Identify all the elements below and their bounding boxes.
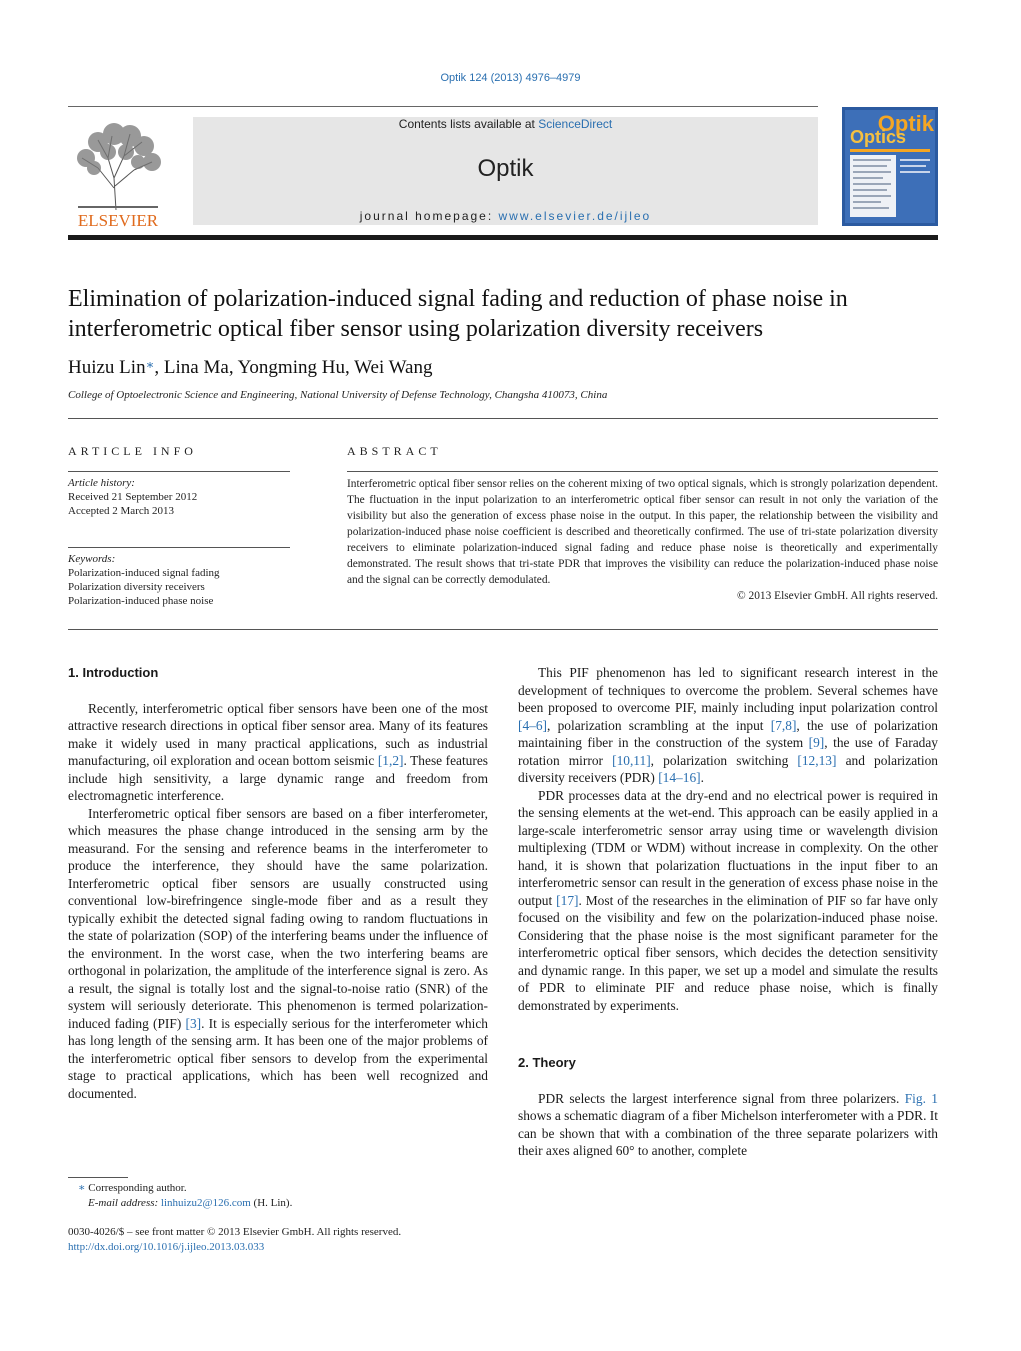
received-date: Received 21 September 2012 (68, 491, 198, 503)
abstract-text: Interferometric optical fiber sensor relies on the coherent mixing of two optical signals, which is strongly polarization dependent. The fluctuation in the input polarization to an interferometric optical fiber sensor can result in not only the variation of the visibility but also the generation of excess phase noise in the output. In this paper, the relationship between the visibility and polarization-induced phase noise coefficient is described and theoretically confirmed. The use of tri-state polarization diversity receivers to eliminate polarization-induced signal fading and reduce phase noise is theoretically and experimentally demonstrated. The result shows that tri-state PDR that improves the visibility can reduce the polarization-induced phase noise and the signal can be correctly demodulated. (347, 478, 938, 586)
citation-link[interactable]: [10,11] (612, 752, 651, 768)
keyword-item: Polarization-induced signal fading (68, 567, 220, 579)
accepted-date: Accepted 2 March 2013 (68, 505, 174, 517)
cover-image (842, 107, 938, 226)
theory-p1-text-b: shows a schematic diagram of a fiber Michelson interferometer with a PDR. It can be shown that with a combination of the three separate polarizers with their axes aligned 60° to another, complete (518, 1108, 938, 1158)
header-top-rule (68, 106, 818, 107)
keywords-label: Keywords: (68, 553, 116, 565)
theory-heading: 2. Theory (518, 1055, 576, 1070)
citation-link[interactable]: [14–16] (658, 770, 701, 785)
author-list (68, 357, 433, 379)
corresponding-text: Corresponding author. (85, 1182, 187, 1194)
intro-p2-text-b: . It is especially serious for the interferometer which has long length of the sensing arm. It has been one of the major problems of the interferometric optical fiber sensors to develop from the experimental stage to practical applications, which has been well recognized and documented. (68, 1015, 488, 1101)
figure-link[interactable]: Fig. 1 (904, 1090, 938, 1106)
email-line (68, 1196, 488, 1211)
citation-link[interactable]: [9] (808, 735, 825, 750)
citation-link[interactable]: [1,2] (377, 753, 404, 768)
right-p2-text-a: PDR processes data at the dry-end and no electrical power is required in the sensing elements at the wet-end. This approach can be easily applied in a large-scale interferometric sensor array using time or wavelength division multiplexing (TDM or WDM) without increase in complexity. On the other hand, it is shown that polarization fluctuations in the input fiber to an interferometric sensor can result in the generation of excess phase noise in the output (518, 787, 938, 908)
issn-line: 0030-4026/$ – see front matter © 2013 Elsevier GmbH. All rights reserved. (68, 1226, 402, 1238)
citation-link[interactable]: [12,13] (797, 752, 837, 768)
intro-p1-text-b: . These features include high sensitivity, a large dynamic range and freedom from electromagnetic interference. (68, 753, 488, 803)
keywords-rule (68, 547, 290, 548)
other-authors: , Lina Ma, Yongming Hu, Wei Wang (154, 357, 433, 378)
elsevier-logo (68, 118, 168, 230)
right-p1-text-f: and polarization diversity receivers (PDR) (518, 752, 938, 785)
right-paragraph-2 (518, 787, 938, 1015)
corresponding-author-marker[interactable]: ∗ (145, 357, 155, 372)
affiliation: College of Optoelectronic Science and Engineering, National University of Defense Technology, Changsha 410073, China (68, 389, 608, 401)
email-label: E-mail address: (88, 1197, 159, 1209)
abstract-body (347, 476, 938, 604)
history-label: Article history: (68, 477, 135, 489)
corresponding-author-note (68, 1181, 488, 1196)
intro-paragraph-1 (68, 700, 488, 805)
header-thick-rule (68, 235, 938, 240)
right-paragraph-1 (518, 664, 938, 787)
abstract-bottom-rule (68, 629, 938, 630)
abstract-heading: ABSTRACT (347, 444, 442, 458)
article-history (68, 476, 290, 518)
cover-title-1: Optik (877, 111, 934, 136)
page-footer (68, 1225, 488, 1255)
homepage-prefix: journal homepage: (359, 209, 499, 223)
footnote (68, 1181, 488, 1211)
affiliation-rule (68, 418, 938, 419)
journal-name: Optik (477, 155, 534, 182)
footnote-rule (68, 1177, 128, 1178)
right-p1-text-c: , the use of polarization maintaining fiber in the construction of the system (518, 717, 939, 750)
intro-p1-text-a: Recently, interferometric optical fiber sensors have been one of the most attractive research directions in optical fiber sensor area. Many of its features make it widely used in many practical applications, such as industrial manufacturing, oil exploration and ocean bottom seismic (68, 700, 488, 768)
contents-prefix: Contents lists available at (398, 117, 539, 131)
journal-banner (193, 117, 818, 225)
article-info-rule (68, 471, 290, 472)
email-link[interactable]: linhuizu2@126.com (160, 1197, 251, 1209)
keyword-item: Polarization diversity receivers (68, 581, 205, 593)
right-p1-text-e: , polarization switching (650, 752, 798, 768)
right-p1-text-d: , the use of Faraday rotation mirror (518, 735, 938, 768)
right-column (518, 664, 938, 1160)
abstract-copyright: © 2013 Elsevier GmbH. All rights reserved. (737, 590, 938, 602)
intro-paragraph-2 (68, 805, 488, 1103)
journal-citation[interactable]: Optik 124 (2013) 4976–4979 (440, 72, 581, 84)
contents-line (193, 117, 818, 131)
left-column (68, 664, 488, 1102)
journal-cover[interactable] (842, 107, 938, 226)
publisher-name: ELSEVIER (77, 211, 159, 230)
email-suffix: (H. Lin). (250, 1197, 293, 1209)
homepage-link[interactable]: www.elsevier.de/ijleo (498, 209, 652, 223)
citation-link[interactable]: [7,8] (770, 717, 797, 733)
keyword-item: Polarization-induced phase noise (68, 595, 214, 607)
homepage-line (193, 209, 818, 223)
cover-title-2: Optics (850, 127, 907, 147)
footnote-star: ∗ (78, 1182, 86, 1194)
citation-link[interactable]: [4–6] (518, 717, 548, 733)
article-title: Elimination of polarization-induced signal fading and reduction of phase noise in interferometric optical fiber sensor using polarization diversity receivers (68, 286, 848, 342)
tree-icon (68, 118, 168, 230)
right-p1-text-b: , polarization scrambling at the input (547, 717, 771, 733)
right-p2-text-b: . Most of the researches in the elimination of PIF so far have only focused on the visibility and few on the polarization-induced phase noise. Considering that the phase noise is the most significant parameter for the interferometric optical fiber sensors, which decides the detection sensitivity and dynamic range. In this paper, we set up a model and simulate the results of PDR to eliminate PIF and reduce phase noise, which is finally demonstrated by experiments. (518, 892, 938, 1013)
keywords-block (68, 552, 290, 608)
intro-p2-text-a: Interferometric optical fiber sensors are based on a fiber interferometer, which measures the phase change introduced in the sensing arm by the measurand. For the sensing and reference beams in the interferometer to produce the interference, they should have the same polarization. Interferometric optical fiber sensors are usually constructed using conventional low-birefringence single-mode fiber and as a result they typically exhibit the detected signal fading owing to random fluctuations in the state of polarization (SOP) of the interfering beams under the influence of the environment. In the worst case, when the two interfering beams are orthogonal in polarization, the amplitude of the interference signal is zero. As a result, the signal is totally lost and the signal-to-noise ratio (SNR) of the system will seriously deteriorate. This phenomenon is termed polarization-induced fading (PIF) (68, 805, 488, 1031)
theory-paragraph-1 (518, 1090, 938, 1160)
article-info-heading: ARTICLE INFO (68, 444, 197, 458)
theory-p1-text-a: PDR selects the largest interference signal from three polarizers. (538, 1090, 905, 1106)
right-p1-text-a: This PIF phenomenon has led to significant research interest in the development of techniques to overcome the problem. Several schemes have been proposed to overcome PIF, mainly including input polarization control (518, 665, 938, 715)
first-author[interactable]: Huizu Lin (68, 357, 146, 378)
citation-link[interactable]: [17] (556, 892, 579, 908)
right-p1-text-g: . (700, 770, 704, 785)
doi-link[interactable]: http://dx.doi.org/10.1016/j.ijleo.2013.03.033 (68, 1241, 265, 1253)
citation-link[interactable]: [3] (185, 1015, 202, 1031)
introduction-heading: 1. Introduction (68, 665, 159, 680)
sciencedirect-link[interactable]: ScienceDirect (538, 117, 613, 131)
abstract-rule (347, 471, 938, 472)
